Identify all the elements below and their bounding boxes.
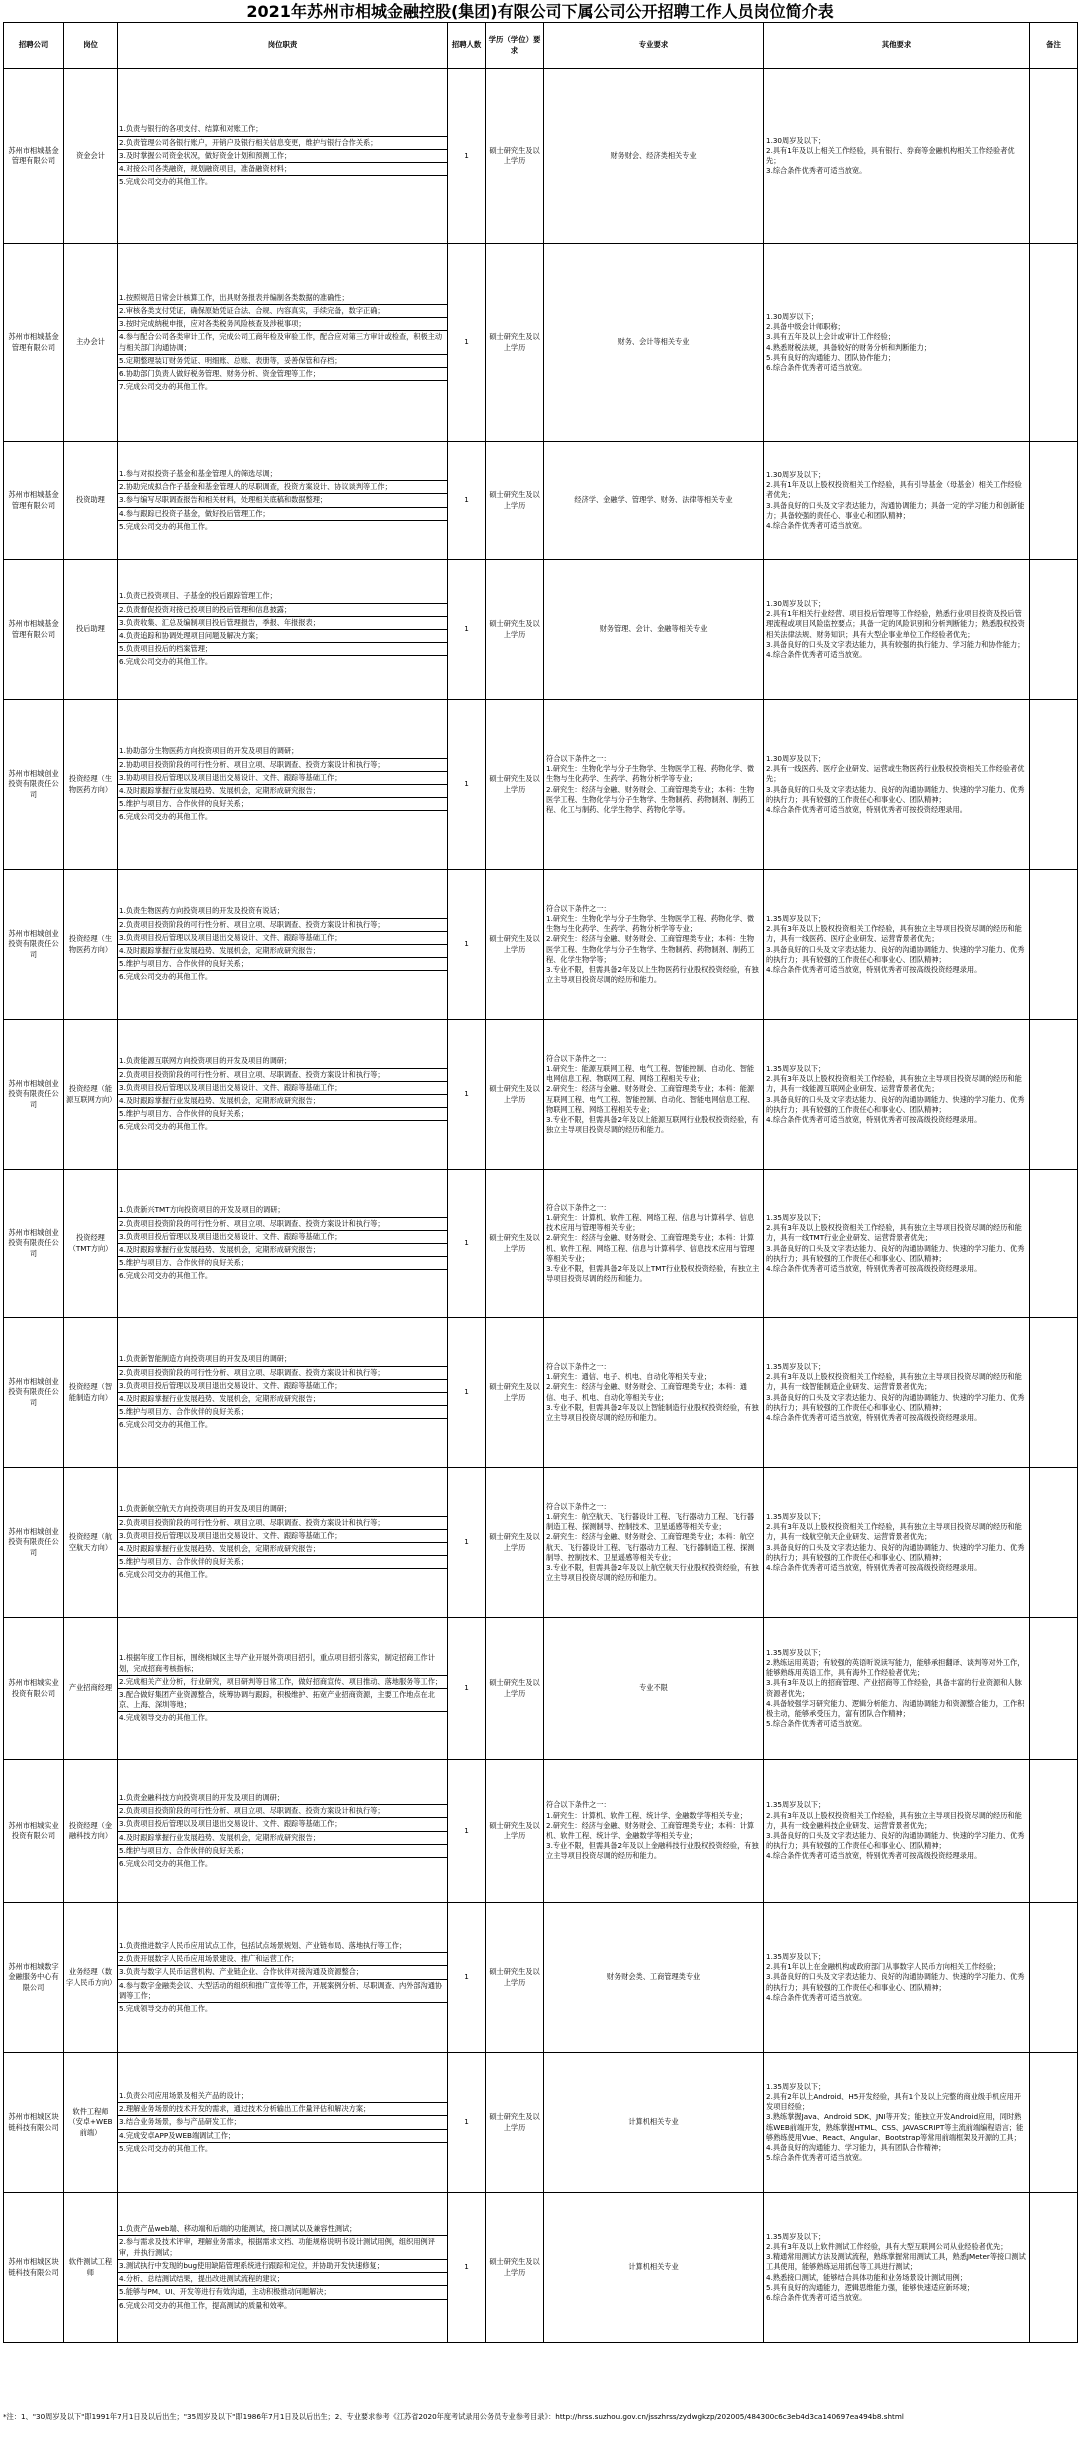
table-row (4, 870, 1078, 1020)
cell-degree: 硕士研究生及以上学历 (486, 1318, 544, 1468)
duty-item: 2.完成相关产业分析，行业研究，项目研判等日常工作，做好招商宣传、项目推动、落地服务等工作； (118, 1676, 447, 1689)
duty-item: 2.理解业务场景的技术开发的需求，通过技术分析输出工作量评估和解决方案； (118, 2103, 447, 2116)
cell-other: 1.30周岁及以下； 2.具有一线医药、医疗企业研发、运营或生物医药行业股权投资相关工作经验者优先； 3.具备良好的口头及文字表达能力、良好的沟通协调能力、快速的学习能力、优秀的执行力；具有较强的工作责任心和事业心、团队精神； 4.综合条件优秀者可适当放宽，特别优秀者可按投资经理录用。 (764, 700, 1030, 870)
duty-item: 5.完成公司交办的其他工作。 (119, 177, 213, 187)
duty-item: 5.完成领导交办的其他工作。 (119, 2003, 213, 2013)
cell-remark (1030, 1760, 1078, 1903)
table-row (4, 1618, 1078, 1760)
position-table (3, 22, 1078, 2343)
cell-company: 苏州市相城实业投资有限公司 (4, 1760, 64, 1903)
cell-count: 1 (448, 1170, 486, 1318)
cell-company: 苏州市相城基金管理有限公司 (4, 69, 64, 244)
cell-count: 1 (448, 2193, 486, 2343)
cell-remark (1030, 244, 1078, 442)
table-row (4, 560, 1078, 700)
footnote: *注：1、"30周岁及以下"即1991年7月1日及以后出生；"35周岁及以下"即1986年7月1日及以后出生；2、专业要求参考《江苏省2020年度考试录用公务员专业参考目录》：http://hrss.suzhou.gov.cn/jsszhrss/zydwgkzp/202005/484300c6c3eb4d3ca140697ea494b8.shtml (3, 2412, 904, 2421)
cell-company: 苏州市相城创业投资有限责任公司 (4, 1468, 64, 1618)
duty-item: 4.负责追踪和协调处理项目问题及解决方案； (118, 630, 447, 643)
cell-company: 苏州市相城实业投资有限公司 (4, 1618, 64, 1760)
cell-position: 投资经理（航空航天方向） (64, 1468, 118, 1618)
cell-degree: 硕士研究生及以上学历 (486, 1903, 544, 2053)
cell-position: 投资助理 (64, 442, 118, 560)
duty-item: 3.负责项目投后管理以及项目退出交易设计、文件、跟踪等基础工作； (118, 1380, 447, 1393)
cell-major: 符合以下条件之一： 1.研究生：计算机、软件工程、统计学、金融数学等相关专业； 2.研究生：经济与金融、财务财会、工商管理类专业；本科：计算机、软件工程、统计学、金融数学等相关专业； 3.专业不限，但需具备2年及以上金融科技行业股权投资经验，有独立主导项目投资尽调的经历和能力。 (544, 1760, 764, 1903)
duty-item: 2.负责督促投资对接已投项目的投后管理和信息披露； (118, 604, 447, 617)
cell-duties (118, 1020, 448, 1170)
duty-item: 2.负责项目投资阶段的可行性分析、项目立项、尽职调查、投资方案设计和执行等； (118, 1218, 447, 1231)
cell-company: 苏州市相城基金管理有限公司 (4, 442, 64, 560)
duty-item: 2.协助完成拟合作子基金和基金管理人的尽职调查，投资方案设计、协议谈判等工作； (118, 481, 447, 494)
duty-item: 6.完成公司交办的其他工作。 (119, 1420, 213, 1430)
duty-item: 3.按时完成纳税申报，应对各类税务风险核查及涉税事项； (118, 318, 447, 331)
header-count: 招聘人数 (448, 23, 486, 69)
duty-item: 4.对接公司各类融资，规划融资项目，准备融资材料； (118, 163, 447, 176)
header-duties: 岗位职责 (118, 23, 448, 69)
duty-item: 4.分析、总结测试结果，提出改进测试流程的建议； (118, 2273, 447, 2286)
duty-item: 2.负责开展数字人民币应用场景建设、推广和运营工作； (118, 1953, 447, 1966)
cell-major: 符合以下条件之一： 1.研究生：生物化学与分子生物学、生物医学工程、药物化学、微生物与生化药学、生药学、药物分析学等专业； 2.研究生：经济与金融、财务财会、工商管理类专业；本科：生物医学工程、生物化学与分子生物学、生物制药、药物制剂、制药工程、化工与制药、化学生物学、药物化学等。 (544, 700, 764, 870)
table-row (4, 1903, 1078, 2053)
duty-item: 5.维护与项目方、合作伙伴的良好关系； (118, 1108, 447, 1121)
cell-degree: 硕士研究生及以上学历 (486, 1760, 544, 1903)
cell-other: 1.30周岁以下； 2.具备中级会计师职称； 3.具有五年及以上会计或审计工作经验； 4.熟悉财税法规，具备较好的财务分析和判断能力； 5.具有良好的沟通能力、团队协作能力； 6.综合条件优秀者可适当放宽。 (764, 244, 1030, 442)
cell-company: 苏州市相城创业投资有限责任公司 (4, 870, 64, 1020)
duty-item: 2.负责项目投资阶段的可行性分析、项目立项、尽职调查、投资方案设计和执行等； (118, 1367, 447, 1380)
duty-item: 1.负责能源互联网方向投资项目的开发及项目的调研； (118, 1055, 447, 1068)
cell-degree: 硕士研究生及以上学历 (486, 1170, 544, 1318)
cell-position: 投资经理（生物医药方向） (64, 700, 118, 870)
header-remark: 备注 (1030, 23, 1078, 69)
cell-company: 苏州市相城基金管理有限公司 (4, 560, 64, 700)
cell-other: 1.35周岁及以下； 2.具有3年及以上股权投资相关工作经验，具有独立主导项目投资尽调的经历和能力，具有一线能源互联网企业研发、运营背景者优先； 3.具备良好的口头及文字表达能力、良好的沟通协调能力、快速的学习能力、优秀的执行力；具有较强的工作责任心和事业心、团队精神； 4.综合条件优秀者可适当放宽，特别优秀者可按高级投资经理录用。 (764, 1020, 1030, 1170)
duty-item: 5.定期整理装订财务凭证、明细账、总账、表册等，妥善保管和存档； (118, 355, 447, 368)
duty-item: 2.负责管理公司各银行账户，开销户及银行相关信息变更，维护与银行合作关系； (118, 137, 447, 150)
duty-item: 1.负责新智能制造方向投资项目的开发及项目的调研； (118, 1353, 447, 1366)
duty-item: 3.结合业务场景，参与产品研发工作； (118, 2116, 447, 2129)
duty-item: 6.完成公司交办的其他工作。 (119, 1570, 213, 1580)
cell-position: 投资经理（智能制造方向） (64, 1318, 118, 1468)
duty-item: 4.完成领导交办的其他工作。 (119, 1713, 213, 1723)
cell-other: 1.35周岁及以下； 2.具有3年及以上软件测试工作经验，具有大型互联网公司从业经验者优先； 3.精通常用测试方法及测试流程，熟练掌握常用测试工具，熟悉JMeter等接口测试工具使用，能够熟练运用抓包等工具进行测试； 4.熟悉接口测试，能够结合具体功能和业务场景设计测试用例； 5.具有良好的沟通能力，逻辑思维能力强，能够快速适应新环境； 6.综合条件优秀者可适当放宽。 (764, 2193, 1030, 2343)
cell-degree: 硕士研究生及以上学历 (486, 442, 544, 560)
duty-item: 5.负责项目投后的档案管理； (118, 643, 447, 656)
cell-remark (1030, 1903, 1078, 2053)
cell-major: 财务财会、经济类相关专业 (544, 69, 764, 244)
duty-item: 3.负责项目投后管理以及项目退出交易设计、文件、跟踪等基础工作； (118, 1082, 447, 1095)
cell-count: 1 (448, 1468, 486, 1618)
cell-position: 投资经理（生物医药方向） (64, 870, 118, 1020)
cell-degree: 硕士研究生及以上学历 (486, 244, 544, 442)
duty-item: 2.负责项目投资阶段的可行性分析、项目立项、尽职调查、投资方案设计和执行等； (118, 1517, 447, 1530)
duty-item: 2.审核各类支付凭证，确保原始凭证合法、合规、内容真实，手续完备，数字正确； (118, 305, 447, 318)
table-row (4, 1170, 1078, 1318)
cell-degree: 硕士研究生及以上学历 (486, 1468, 544, 1618)
duty-item: 1.负责推进数字人民币应用试点工作，包括试点场景规划、产业链布局、落地执行等工作； (118, 1940, 447, 1953)
cell-company: 苏州市相城创业投资有限责任公司 (4, 1318, 64, 1468)
table-row (4, 1468, 1078, 1618)
duty-item: 5.维护与项目方、合作伙伴的良好关系； (118, 1845, 447, 1858)
cell-count: 1 (448, 244, 486, 442)
cell-other: 1.35周岁及以下； 2.具有3年及以上股权投资相关工作经验，具有独立主导项目投资尽调的经历和能力，具有一线TMT行业企业研发、运营背景者优先； 3.具备良好的口头及文字表达能力、良好的沟通协调能力、快速的学习能力、优秀的执行力；具有较强的工作责任心和事业心、团队精神； 4.综合条件优秀者可适当放宽，特别优秀者可按高级投资经理录用。 (764, 1170, 1030, 1318)
duty-item: 1.负责生物医药方向投资项目的开发及投资有说话； (118, 905, 447, 918)
duty-item: 1.负责公司应用场景及相关产品的设计； (118, 2090, 447, 2103)
duty-item: 4.参与配合公司各类审计工作，完成公司工商年检及审验工作，配合应对第三方审计或检查，积极主动与相关部门沟通协调； (118, 331, 447, 354)
cell-major: 计算机相关专业 (544, 2193, 764, 2343)
cell-duties (118, 1903, 448, 2053)
cell-duties (118, 69, 448, 244)
cell-position: 投后助理 (64, 560, 118, 700)
cell-other: 1.30周岁及以下； 2.具有1年及以上股权投资相关工作经验，具有引导基金（母基金）相关工作经验者优先； 3.具备良好的口头及文字表达能力，沟通协调能力；具备一定的学习能力和创新能力；具备较强的责任心、事业心和团队精神； 4.综合条件优秀者可适当放宽。 (764, 442, 1030, 560)
cell-remark (1030, 560, 1078, 700)
cell-other: 1.30周岁及以下； 2.具有1年及以上相关工作经验，具有银行、券商等金融机构相关工作经验者优先； 3.综合条件优秀者可适当放宽。 (764, 69, 1030, 244)
table-row (4, 1760, 1078, 1903)
cell-duties (118, 442, 448, 560)
duty-item: 4.参与跟踪已投资子基金，做好投后管理工作； (118, 508, 447, 521)
duty-item: 3.负责收集、汇总及编制项目投后管理报告，季报、年报报表； (118, 617, 447, 630)
cell-major: 符合以下条件之一： 1.研究生：计算机、软件工程、网络工程、信息与计算科学、信息技术应用与管理等相关专业； 2.研究生：经济与金融、财务财会、工商管理类专业；本科：计算机、软件工程、网络工程、信息与计算科学、信息技术应用与管理等相关专业； 3.专业不限，但需具备2年及以上TMT行业股权投资经验，有独立主导项目投资尽调的经历和能力。 (544, 1170, 764, 1318)
cell-company: 苏州市相城数字金融服务中心有限公司 (4, 1903, 64, 2053)
cell-remark (1030, 2193, 1078, 2343)
duty-item: 5.维护与项目方、合作伙伴的良好关系； (118, 1257, 447, 1270)
header-major: 专业要求 (544, 23, 764, 69)
cell-count: 1 (448, 700, 486, 870)
cell-degree: 硕士研究生及以上学历 (486, 2053, 544, 2193)
table-row (4, 700, 1078, 870)
duty-item: 1.按照规范日常会计核算工作，出具财务报表并编制各类数据的准确性； (118, 292, 447, 305)
cell-position: 软件工程师（安卓+WEB前端） (64, 2053, 118, 2193)
table-header-row (4, 23, 1078, 69)
duty-item: 5.完成公司交办的其他工作。 (119, 2143, 213, 2153)
table-row (4, 69, 1078, 244)
cell-remark (1030, 1020, 1078, 1170)
cell-position: 投资经理（金融科技方向） (64, 1760, 118, 1903)
cell-count: 1 (448, 870, 486, 1020)
duty-item: 3.参与编写尽职调查报告和相关材料，处理相关底稿和数据整理； (118, 494, 447, 507)
cell-duties (118, 870, 448, 1020)
cell-position: 投资经理（能源互联网方向） (64, 1020, 118, 1170)
duty-item: 6.完成公司交办的其他工作。 (119, 657, 213, 667)
cell-remark (1030, 1618, 1078, 1760)
cell-position: 主办会计 (64, 244, 118, 442)
cell-company: 苏州市相城创业投资有限责任公司 (4, 1020, 64, 1170)
duty-item: 3.协助项目投后管理以及项目退出交易设计、文件、跟踪等基础工作； (118, 772, 447, 785)
cell-count: 1 (448, 1618, 486, 1760)
cell-remark (1030, 1170, 1078, 1318)
cell-major: 经济学、金融学、管理学、财务、法律等相关专业 (544, 442, 764, 560)
cell-remark (1030, 870, 1078, 1020)
duty-item: 1.负责新航空航天方向投资项目的开发及项目的调研； (118, 1503, 447, 1516)
cell-other: 1.35周岁及以下； 2.具有3年及以上股权投资相关工作经验，具有独立主导项目投资尽调的经历和能力，具有一线智能制造企业研发、运营背景者优先； 3.具备良好的口头及文字表达能力、良好的沟通协调能力、快速的学习能力、优秀的执行力；具有较强的工作责任心和事业心、团队精神； 4.综合条件优秀者可适当放宽，特别优秀者可按高级投资经理录用。 (764, 1318, 1030, 1468)
cell-duties (118, 1618, 448, 1760)
cell-major: 符合以下条件之一： 1.研究生：通信、电子、机电、自动化等相关专业； 2.研究生：经济与金融、财务财会、工商管理类专业；本科：通信、电子、机电、自动化等相关专业； 3.专业不限，但需具备2年及以上智能制造行业股权投资经验，有独立主导项目投资尽调的经历和能力。 (544, 1318, 764, 1468)
header-degree: 学历（学位）要求 (486, 23, 544, 69)
cell-remark (1030, 69, 1078, 244)
cell-degree: 硕士研究生及以上学历 (486, 69, 544, 244)
cell-other: 1.35周岁及以下； 2.具有1年以上在金融机构或政府部门从事数字人民币方向相关工作经验； 3.具备良好的口头及文字表达能力、良好的沟通协调能力、快速的学习能力、优秀的执行力；具有较强的工作责任心和事业心、团队精神； 4.综合条件优秀者可适当放宽。 (764, 1903, 1030, 2053)
cell-duties (118, 1468, 448, 1618)
cell-position: 软件测试工程师 (64, 2193, 118, 2343)
duty-item: 2.参与需求及技术评审，理解业务需求，根据需求文档、功能规格说明书设计测试用例，组织用例评审，并执行测试； (118, 2236, 447, 2259)
cell-other: 1.35周岁及以下； 2.具有3年及以上股权投资相关工作经验，具有独立主导项目投资尽调的经历和能力，具有一线航空航天企业研发、运营背景者优先； 3.具备良好的口头及文字表达能力、良好的沟通协调能力、快速的学习能力、优秀的执行力；具有较强的工作责任心和事业心、团队精神； 4.综合条件优秀者可适当放宽，特别优秀者可按高级投资经理录用。 (764, 1468, 1030, 1618)
cell-count: 1 (448, 560, 486, 700)
duty-item: 1.负责产品web端、移动端和后端的功能测试，接口测试以及兼容性测试； (118, 2223, 447, 2236)
cell-major: 财务、会计等相关专业 (544, 244, 764, 442)
cell-other: 1.35周岁及以下； 2.具有2年以上Android、H5开发经验，具有1个及以上完整的商业级手机应用开发项目经验； 3.熟练掌握Java、Android SDK、JNI等开发；能独立开发Android应用，同时熟练WEB前端开发，熟练掌握HTML、CSS、JAVASCRIPT等主流前端编程语言；能够熟练使用Vue、React、Angular、Bootstrap等常用前端框架及开源的工具； 4.具备良好的沟通能力、学习能力，具有团队合作精神； 5.综合条件优秀者可适当放宽。 (764, 2053, 1030, 2193)
cell-duties (118, 1318, 448, 1468)
cell-duties (118, 560, 448, 700)
table-row (4, 244, 1078, 442)
duty-item: 4.及时跟踪掌握行业发展趋势、发展机会，定期形成研究报告； (118, 945, 447, 958)
duty-item: 7.完成公司交办的其他工作。 (119, 382, 213, 392)
table-row (4, 442, 1078, 560)
table-row (4, 1318, 1078, 1468)
duty-item: 2.负责项目投资阶段的可行性分析、项目立项、尽职调查、投资方案设计和执行等； (118, 1805, 447, 1818)
duty-item: 3.负责项目投后管理以及项目退出交易设计、文件、跟踪等基础工作； (118, 932, 447, 945)
cell-duties (118, 700, 448, 870)
cell-remark (1030, 442, 1078, 560)
duty-item: 4.及时跟踪掌握行业发展趋势、发展机会，定期形成研究报告； (118, 1543, 447, 1556)
cell-major: 符合以下条件之一： 1.研究生：能源互联网工程、电气工程、智能控制、自动化、智能电网信息工程、物联网工程、网络工程相关专业； 2.研究生：经济与金融、财务财会、工商管理类专业；本科：能源互联网工程、电气工程、智能控制、自动化、智能电网信息工程、物联网工程、网络工程相关专业； 3.专业不限，但需具备2年及以上能源互联网行业股权投资经验，有独立主导项目投资尽调的经历和能力。 (544, 1020, 764, 1170)
duty-item: 5.维护与项目方、合作伙伴的良好关系； (118, 798, 447, 811)
cell-position: 资金会计 (64, 69, 118, 244)
duty-item: 1.负责已投资项目、子基金的投后跟踪管理工作； (118, 590, 447, 603)
duty-item: 2.负责项目投资阶段的可行性分析、项目立项、尽职调查、投资方案设计和执行等； (118, 919, 447, 932)
cell-count: 1 (448, 442, 486, 560)
cell-duties (118, 2193, 448, 2343)
cell-position: 业务经理（数字人民币方向） (64, 1903, 118, 2053)
duty-item: 3.负责与数字人民币运营机构、产业链企业、合作伙伴对接沟通及资源整合； (118, 1966, 447, 1979)
duty-item: 5.能够与PM、UI、开发等进行有效沟通，主动积极推动问题解决； (118, 2286, 447, 2299)
cell-remark (1030, 2053, 1078, 2193)
duty-item: 4.及时跟踪掌握行业发展趋势、发展机会，定期形成研究报告； (118, 1095, 447, 1108)
page-title: 2021年苏州市相城金融控股(集团)有限公司下属公司公开招聘工作人员岗位简介表 (246, 2, 834, 21)
duty-item: 5.维护与项目方、合作伙伴的良好关系； (118, 958, 447, 971)
cell-count: 1 (448, 1318, 486, 1468)
cell-degree: 硕士研究生及以上学历 (486, 1020, 544, 1170)
duty-item: 4.及时跟踪掌握行业发展趋势、发展机会，定期形成研究报告； (118, 1244, 447, 1257)
cell-degree: 硕士研究生及以上学历 (486, 560, 544, 700)
duty-item: 2.协助项目投资阶段的可行性分析、项目立项、尽职调查、投资方案设计和执行等； (118, 759, 447, 772)
cell-major: 财务管理、会计、金融等相关专业 (544, 560, 764, 700)
duty-item: 1.负责新兴TMT方向投资项目的开发及项目的调研； (118, 1204, 447, 1217)
table-row (4, 1020, 1078, 1170)
cell-duties (118, 2053, 448, 2193)
duty-item: 5.完成公司交办的其他工作。 (119, 521, 213, 531)
cell-company: 苏州市相城区块链科技有限公司 (4, 2193, 64, 2343)
duty-item: 6.完成公司交办的其他工作。 (119, 972, 213, 982)
cell-duties (118, 244, 448, 442)
duty-item: 3.测试执行中发现的bug使用缺陷管理系统进行跟踪和定位，并协助开发快速修复； (118, 2260, 447, 2273)
cell-other: 1.35周岁及以下； 2.具有3年及以上股权投资相关工作经验，具有独立主导项目投资尽调的经历和能力，具有一线医药、医疗企业研发、运营背景者优先； 3.具备良好的口头及文字表达能力、良好的沟通协调能力、快速的学习能力、优秀的执行力；具有较强的工作责任心和事业心、团队精神； 4.综合条件优秀者可适当放宽，特别优秀者可按高级投资经理录用。 (764, 870, 1030, 1020)
cell-count: 1 (448, 2053, 486, 2193)
cell-position: 产业招商经理 (64, 1618, 118, 1760)
duty-item: 5.维护与项目方、合作伙伴的良好关系； (118, 1406, 447, 1419)
duty-item: 6.完成公司交办的其他工作。 (119, 1122, 213, 1132)
duty-item: 3.负责项目投后管理以及项目退出交易设计、文件、跟踪等基础工作； (118, 1818, 447, 1831)
table-row (4, 2053, 1078, 2193)
cell-other: 1.35周岁及以下； 2.具有3年及以上股权投资相关工作经验，具有独立主导项目投资尽调的经历和能力，具有一线金融科技企业研发、运营背景者优先； 3.具备良好的口头及文字表达能力、良好的沟通协调能力、快速的学习能力、优秀的执行力；具有较强的工作责任心和事业心、团队精神； 4.综合条件优秀者可适当放宽，特别优秀者可按高级投资经理录用。 (764, 1760, 1030, 1903)
cell-count: 1 (448, 1903, 486, 2053)
cell-major: 财务财会类、工商管理类专业 (544, 1903, 764, 2053)
duty-item: 1.负责金融科技方向投资项目的开发及项目的调研； (118, 1792, 447, 1805)
cell-major: 符合以下条件之一： 1.研究生：航空航天、飞行器设计工程、飞行器动力工程、飞行器制造工程、探测制导、控制技术、卫星遥感等相关专业； 2.研究生：经济与金融、财务财会、工商管理类专业；本科：航空航天、飞行器设计工程、飞行器动力工程、飞行器制造工程、探测制导、控制技术、卫星遥感等相关专业； 3.专业不限，但需具备2年及以上航空航天行业股权投资经验，有独立主导项目投资尽调的经历和能力。 (544, 1468, 764, 1618)
duty-item: 4.及时跟踪掌握行业发展趋势、发展机会，定期形成研究报告； (118, 1393, 447, 1406)
cell-company: 苏州市相城创业投资有限责任公司 (4, 1170, 64, 1318)
cell-other: 1.30周岁及以下； 2.具有1年相关行业经营、项目投后管理等工作经验，熟悉行业项目投资及投后管理流程或项目风险监控要点；具备一定的风险识别和分析判断能力；熟悉股权投资相关法律法规、财务知识；具有大型企事业单位工作经验者优先； 3.具备良好的口头及文字表达能力，具有较强的执行能力、学习能力和协作能力； 4.综合条件优秀者可适当放宽。 (764, 560, 1030, 700)
cell-degree: 硕士研究生及以上学历 (486, 1618, 544, 1760)
cell-position: 投资经理（TMT方向） (64, 1170, 118, 1318)
cell-company: 苏州市相城区块链科技有限公司 (4, 2053, 64, 2193)
header-position: 岗位 (64, 23, 118, 69)
duty-item: 4.参与数字金融类会议、大型活动的组织和推广宣传等工作，开展案例分析、尽职调查、内外部沟通协调等工作； (118, 1980, 447, 2003)
duty-item: 6.完成公司交办的其他工作。 (119, 812, 213, 822)
duty-item: 5.维护与项目方、合作伙伴的良好关系； (118, 1556, 447, 1569)
duty-item: 6.协助部门负责人做好税务管理、财务分析、资金管理等工作； (118, 368, 447, 381)
cell-duties (118, 1760, 448, 1903)
cell-count: 1 (448, 1760, 486, 1903)
cell-degree: 硕士研究生及以上学历 (486, 2193, 544, 2343)
cell-major: 计算机相关专业 (544, 2053, 764, 2193)
duty-item: 1.参与对拟投资子基金和基金管理人的筛选尽调； (118, 468, 447, 481)
cell-duties (118, 1170, 448, 1318)
duty-item: 6.完成公司交办的其他工作。 (119, 1271, 213, 1281)
cell-remark (1030, 700, 1078, 870)
duty-item: 3.负责项目投后管理以及项目退出交易设计、文件、跟踪等基础工作； (118, 1231, 447, 1244)
cell-major: 符合以下条件之一： 1.研究生：生物化学与分子生物学、生物医学工程、药物化学、微生物与生化药学、生药学、药物分析学等专业； 2.研究生：经济与金融、财务财会、工商管理类专业；本科：生物医学工程、生物化学与分子生物学、生物制药、药物制剂、制药工程、化学生物学等； 3.专业不限，但需具备2年及以上生物医药行业股权投资经验，有独立主导项目投资尽调的经历和能力。 (544, 870, 764, 1020)
cell-count: 1 (448, 69, 486, 244)
cell-remark (1030, 1318, 1078, 1468)
header-company: 招聘公司 (4, 23, 64, 69)
duty-item: 4.及时跟踪掌握行业发展趋势、发展机会，定期形成研究报告； (118, 785, 447, 798)
duty-item: 4.及时跟踪掌握行业发展趋势、发展机会，定期形成研究报告； (118, 1832, 447, 1845)
cell-company: 苏州市相城创业投资有限责任公司 (4, 700, 64, 870)
duty-item: 1.负责与银行的各项支付、结算和对账工作； (118, 123, 447, 136)
cell-company: 苏州市相城基金管理有限公司 (4, 244, 64, 442)
duty-item: 4.完成安卓APP及WEB端调试工作； (118, 2130, 447, 2143)
duty-item: 3.及时掌握公司资金状况，做好资金计划和预测工作； (118, 150, 447, 163)
duty-item: 6.完成公司交办的其他工作，提高测试的质量和效率。 (119, 2300, 292, 2310)
duty-item: 1.协助部分生物医药方向投资项目的开发及项目的调研； (118, 745, 447, 758)
header-other: 其他要求 (764, 23, 1030, 69)
cell-degree: 硕士研究生及以上学历 (486, 700, 544, 870)
cell-degree: 硕士研究生及以上学历 (486, 870, 544, 1020)
duty-item: 2.负责项目投资阶段的可行性分析、项目立项、尽职调查、投资方案设计和执行等； (118, 1069, 447, 1082)
cell-count: 1 (448, 1020, 486, 1170)
cell-other: 1.35周岁及以下； 2.熟练运用英语；有较强的英语听说读写能力，能够承担翻译、谈判等对外工作，能够熟练用英语工作，具有海外工作经验者优先； 3.具有3年及以上的招商管理、产业招商等工作经验，具备丰富的行业资源和人脉资源者优先； 4.具备较强学习研究能力、逻辑分析能力、沟通协调能力和资源整合能力，工作积极主动，能够承受压力，富有团队合作精神； 5.综合条件优秀者可适当放宽。 (764, 1618, 1030, 1760)
table-row (4, 2193, 1078, 2343)
duty-item: 6.完成公司交办的其他工作。 (119, 1858, 213, 1868)
cell-remark (1030, 1468, 1078, 1618)
cell-major: 专业不限 (544, 1618, 764, 1760)
duty-item: 3.负责项目投后管理以及项目退出交易设计、文件、跟踪等基础工作； (118, 1530, 447, 1543)
duty-item: 1.根据年度工作目标，围绕相城区主导产业开展外资项目招引，重点项目招引落实，制定招商工作计划，完成招商考核指标； (118, 1652, 447, 1675)
duty-item: 3.配合做好集团产业资源整合，统筹协调与跟踪，积极维护、拓宽产业招商资源，主要工作地点在北京、上海、深圳等地； (118, 1689, 447, 1712)
